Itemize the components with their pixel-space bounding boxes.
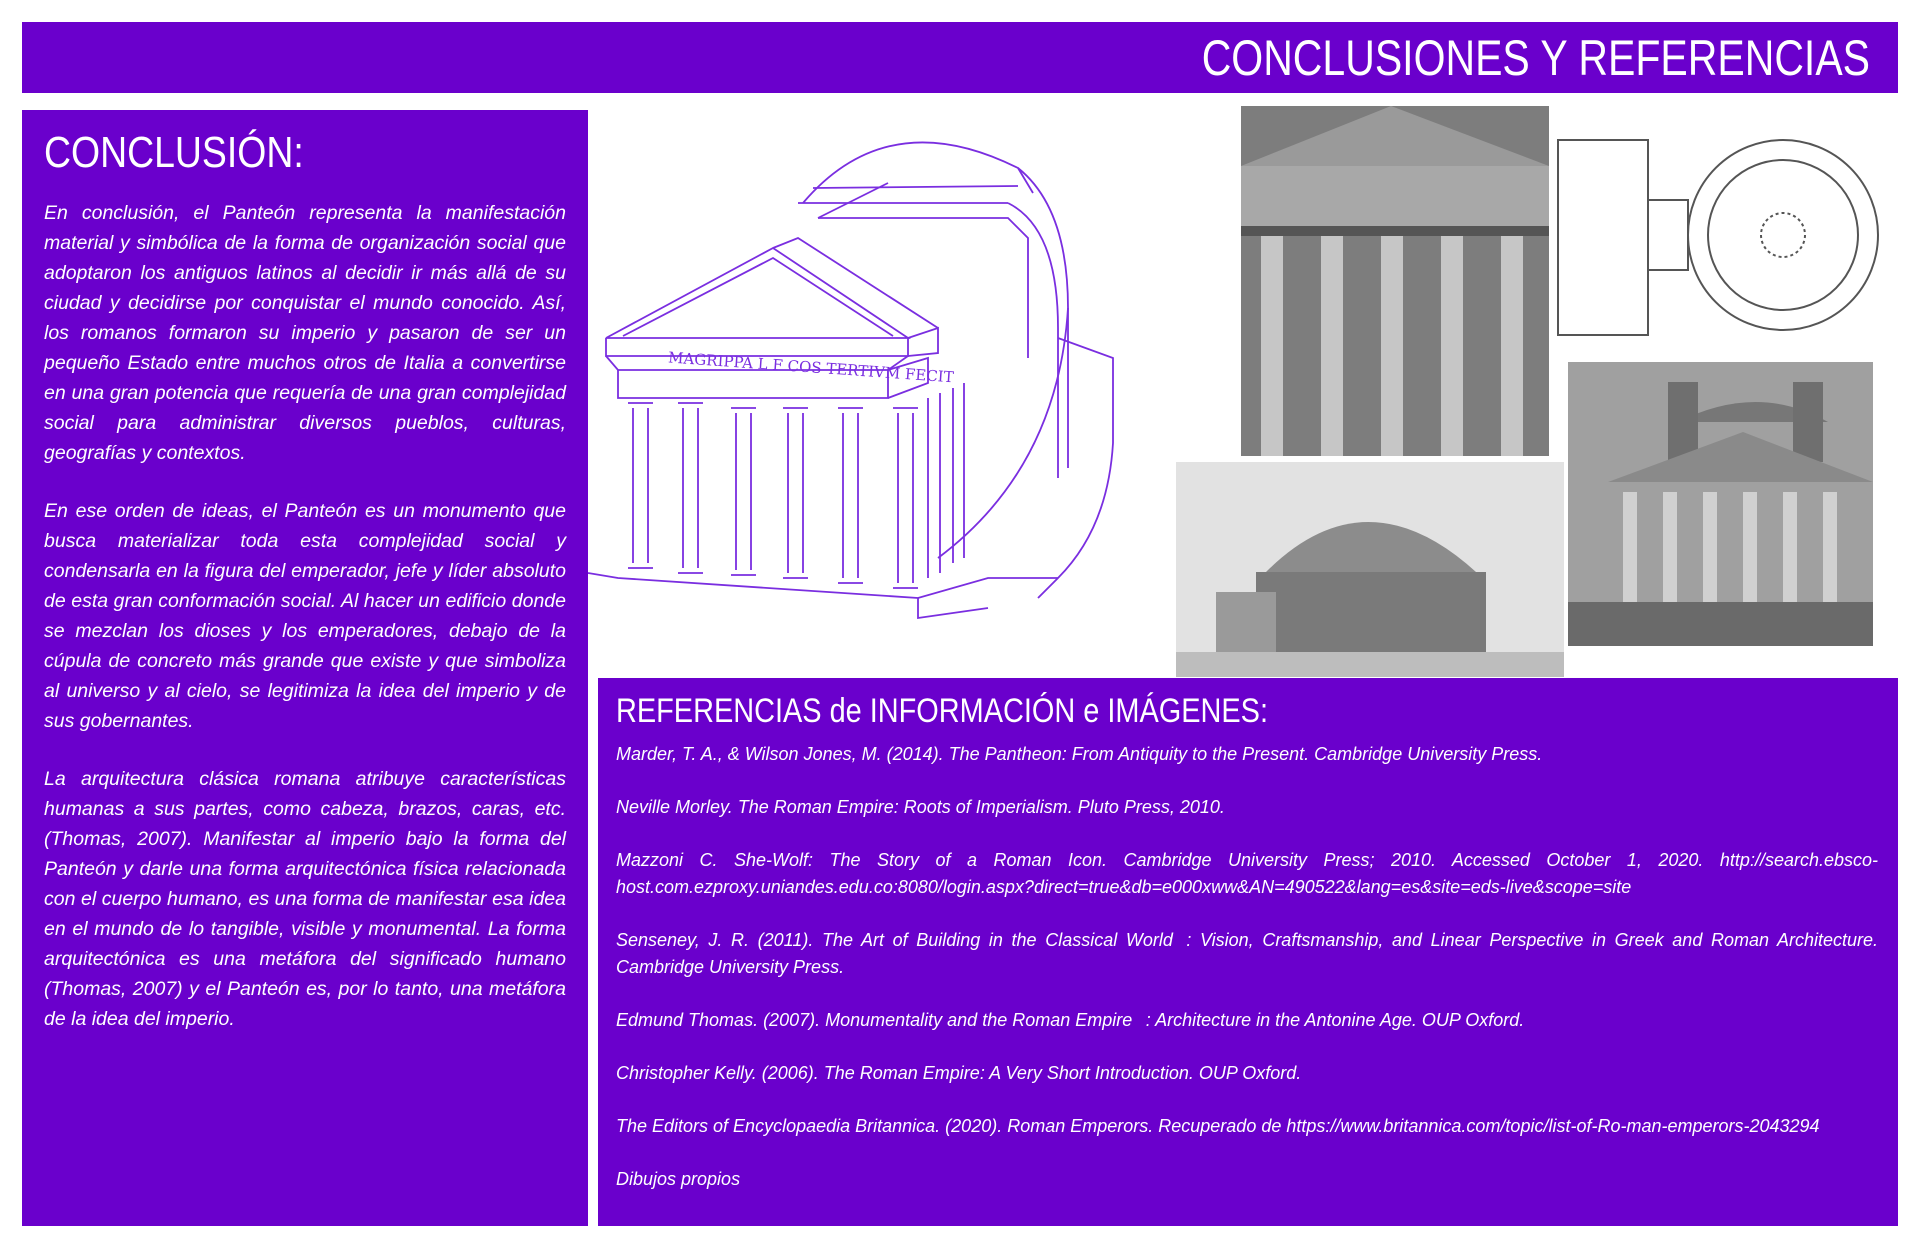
reference-item: The Editors of Encyclopaedia Britannica. (2020). Roman Emperors. Recuperado de https://www.britannica.com/topic/list-of-Ro-man-emperors-2043294 — [616, 1116, 1820, 1136]
page-header — [22, 22, 1898, 93]
page-title: CONCLUSIONES Y REFERENCIAS — [1201, 29, 1870, 86]
reference-item: Christopher Kelly. (2006). The Roman Empire: A Very Short Introduction. OUP Oxford. — [616, 1063, 1302, 1083]
reference-item: Senseney, J. R. (2011). The Art of Building in the Classical World : Vision, Craftsmanship, and Linear Perspective in Greek and Roman Architecture. Cambridge University Press. — [616, 930, 1878, 977]
rotunda-engraving-image — [1176, 462, 1564, 677]
reference-item: Mazzoni C. She-Wolf: The Story of a Roman Icon. Cambridge University Press; 2010. Accessed October 1, 2020. http://search.ebsco-host.com.ezproxy.uniandes.edu.co:8080/login.aspx?direct=true&db=e000xww&AN=490522&lang=es&site=eds-live&scope=site — [616, 850, 1878, 897]
pantheon-line-drawing — [588, 108, 1228, 668]
references-heading: REFERENCIAS de INFORMACIÓN e IMÁGENES: — [616, 692, 1268, 730]
reference-item: Edmund Thomas. (2007). Monumentality and the Roman Empire : Architecture in the Antonine Age. OUP Oxford. — [616, 1010, 1525, 1030]
pantheon-historic-photo — [1568, 362, 1873, 646]
conclusion-paragraph-3: La arquitectura clásica romana atribuye características humanas a sus partes, como cabeza, brazos, caras, etc. (Thomas, 2007). Manifestar al imperio bajo la forma del Panteón y darle una forma arquitectónica física relacionada con el cuerpo humano, es una forma de manifestar esa idea en el mundo de lo tangible, visible y monumental. La forma arquitectónica es una metáfora del significado humano (Thomas, 2007) y el Panteón es, por lo tanto, una metáfora de la idea del imperio. — [44, 768, 566, 1030]
floor-plan-image — [1553, 130, 1883, 345]
pediment-inscription: MAGRIPPA L F COS TERTIVM FECIT — [667, 348, 955, 387]
conclusion-panel — [22, 110, 588, 1226]
reference-item: Marder, T. A., & Wilson Jones, M. (2014). The Pantheon: From Antiquity to the Present. Cambridge University Press. — [616, 744, 1543, 764]
conclusion-paragraph-2: En ese orden de ideas, el Panteón es un monumento que busca materializar toda esta complejidad social y condensarla en la figura del emperador, jefe y líder absoluto de esta gran conformación social. Al hacer un edificio donde se mezclan los dioses y los emperadores, debajo de la cúpula de concreto más grande que existe y que simboliza al universo y al cielo, se legitimiza la idea del imperio y de sus gobernantes. — [44, 500, 566, 732]
reference-item: Neville Morley. The Roman Empire: Roots of Imperialism. Pluto Press, 2010. — [616, 797, 1225, 817]
reference-item: Dibujos propios — [616, 1169, 741, 1189]
references-panel — [598, 678, 1898, 1226]
conclusion-paragraph-1: En conclusión, el Panteón representa la manifestación material y simbólica de la forma de organización social que adoptaron los antiguos latinos al decidir ir más allá de su ciudad y decidirse por conquistar el mundo conocido. Así, los romanos formaron su imperio y pasaron de ser un pequeño Estado entre muchos otros de Italia a convertirse en una gran potencia que requería de una gran complejidad social para administrar diversos pueblos, culturas, geografías y contextos. — [44, 202, 566, 464]
conclusion-heading: CONCLUSIÓN: — [44, 128, 304, 177]
portico-photo — [1241, 106, 1549, 456]
